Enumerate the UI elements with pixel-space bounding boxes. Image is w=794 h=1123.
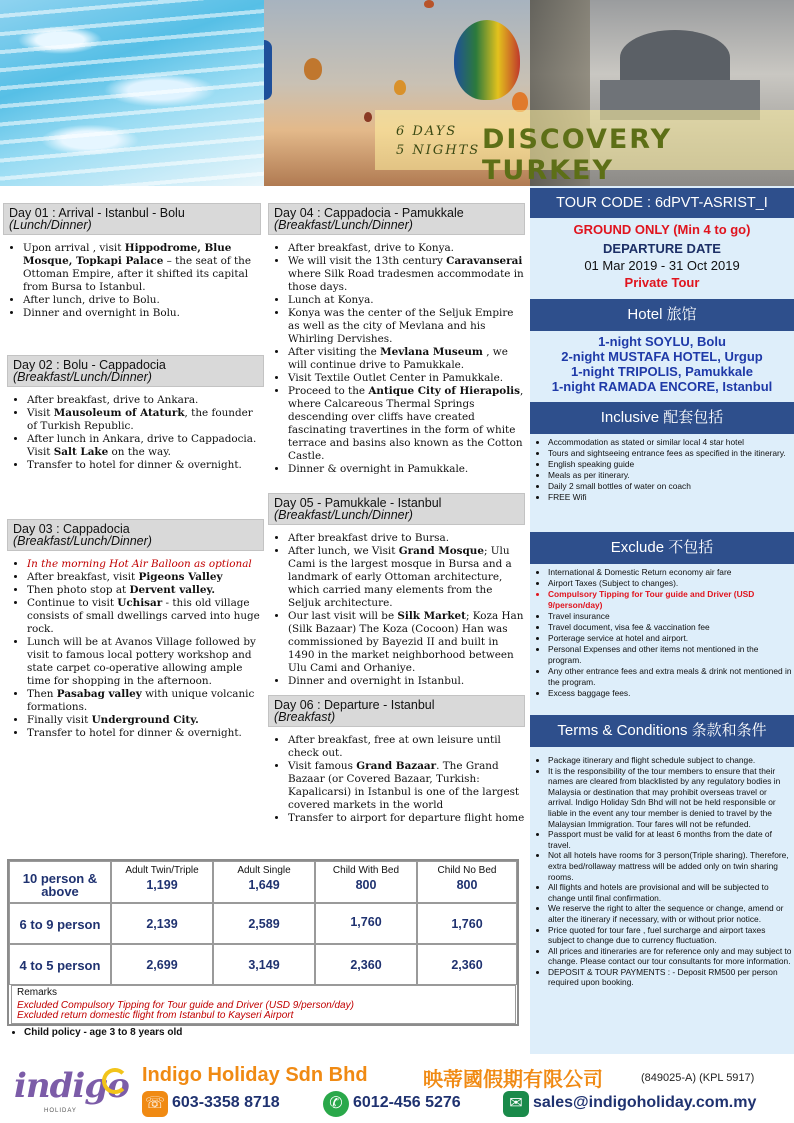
price-value: 2,699	[146, 958, 178, 972]
price-cell	[213, 903, 315, 944]
exclude-header: Exclude 不包括	[530, 532, 794, 564]
itinerary-item: • After visiting the Mevlana Museum , we will continue drive to Pamukkale.	[288, 346, 525, 372]
company-registration: (849025-A) (KPL 5917)	[641, 1072, 755, 1084]
day-5	[268, 493, 525, 688]
column-header: Adult Single	[237, 865, 291, 876]
list-item: • FREE Wifi	[548, 492, 794, 503]
indigo-logo: indigo	[14, 1066, 129, 1106]
logo-subtitle: HOLIDAY	[44, 1108, 77, 1114]
list-item: • All flights and hotels are provisional and will be subjected to change until final confirmation.	[548, 882, 794, 903]
list-item: • Daily 2 small bottles of water on coach	[548, 481, 794, 492]
day-header	[3, 203, 261, 235]
price-cell	[417, 944, 517, 985]
list-item: • Travel document, visa fee & vaccination fee	[548, 622, 794, 633]
list-item: • Airport Taxes (Subject to changes).	[548, 578, 794, 589]
phone-number[interactable]: 603-3358 8718	[172, 1094, 280, 1111]
day-2	[7, 355, 264, 472]
column-header: Child With Bed	[332, 865, 400, 876]
column-header: Adult Twin/Triple	[125, 865, 199, 876]
pamukkale-photo	[0, 0, 264, 186]
price-cell	[111, 861, 213, 903]
list-item: • Not all hotels have rooms for 3 person(Triple sharing). Therefore, extra bed/rollaway mattress will be added only on twin sharing rooms.	[548, 850, 794, 882]
list-item: • Accommodation as stated or similar local 4 star hotel	[548, 437, 794, 448]
list-item: • All prices and itineraries are for reference only and may subject to change. Please contact our tour consultants for more information.	[548, 946, 794, 967]
itinerary-item: • Transfer to airport for departure flight home	[288, 812, 525, 825]
day-meals: (Breakfast/Lunch/Dinner)	[274, 218, 413, 232]
itinerary-item: • After breakfast, visit Pigeons Valley	[27, 571, 264, 584]
company-name-chinese: 映蒂國假期有限公司	[423, 1069, 603, 1091]
tour-code: TOUR CODE : 6dPVT-ASRIST_I	[530, 188, 794, 218]
itinerary-item: • After lunch, drive to Bolu.	[23, 294, 261, 307]
list-item: • Passport must be valid for at least 6 months from the date of travel.	[548, 829, 794, 850]
itinerary-item: • Transfer to hotel for dinner & overnight.	[27, 727, 264, 740]
price-value: 2,360	[350, 958, 382, 972]
footer	[0, 1056, 794, 1123]
price-cell	[111, 944, 213, 985]
child-policy-text: • Child policy - age 3 to 8 years old	[24, 1027, 182, 1038]
departure-label: DEPARTURE DATE	[603, 241, 721, 256]
ground-only: GROUND ONLY (Min 4 to go)	[573, 222, 751, 237]
hotel-list	[530, 334, 794, 394]
itinerary-item: • Visit Mausoleum of Ataturk, the founder of Turkish Republic.	[27, 407, 264, 433]
itinerary-item: • Visit Textile Outlet Center in Pamukkale.	[288, 372, 525, 385]
list-item: • Meals as per itinerary.	[548, 470, 794, 481]
price-value: 1,199	[146, 878, 178, 892]
itinerary-item: • After breakfast, drive to Ankara.	[27, 394, 264, 407]
tour-title: DISCOVERY TURKEY	[482, 124, 673, 186]
itinerary-item: • Then Pasabag valley with unique volcanic formations.	[27, 688, 264, 714]
itinerary-item: • In the morning Hot Air Balloon as optional	[27, 558, 264, 571]
day-items	[268, 532, 525, 688]
email-icon: ✉	[503, 1091, 529, 1117]
list-item: • We reserve the right to alter the sequence or change, amend or alter the itinerary if necessary, with or without prior notice.	[548, 903, 794, 924]
remarks-title: Remarks	[17, 987, 58, 998]
itinerary-item: • After breakfast drive to Bursa.	[288, 532, 525, 545]
company-name: Indigo Holiday Sdn Bhd	[142, 1064, 368, 1086]
itinerary-item: • After lunch, we Visit Grand Mosque; Ulu Cami is the largest mosque in Bursa and a landmark of early Ottoman architecture, which carried many elements from the Seljuk architecture.	[288, 545, 525, 610]
itinerary-item: • Continue to visit Uchisar - this old village consists of small dwellings carved into huge rock.	[27, 597, 264, 636]
day-items	[268, 242, 525, 476]
price-cell	[213, 861, 315, 903]
day-title: Day 04 : Cappadocia - Pamukkale	[274, 206, 464, 220]
list-item: • DEPOSIT & TOUR PAYMENTS : - Deposit RM500 per person required upon booking.	[548, 967, 794, 988]
hotel-item: 1-night RAMADA ENCORE, Istanbul	[551, 379, 773, 394]
itinerary-item: • After breakfast, drive to Konya.	[288, 242, 525, 255]
phone-icon: ☏	[142, 1091, 168, 1117]
itinerary-item: • Konya was the center of the Seljuk Empire as well as the city of Mevlana and his Whirling Dervishes.	[288, 307, 525, 346]
day-header	[7, 355, 264, 387]
itinerary-item: • Dinner and overnight in Bolu.	[23, 307, 261, 320]
price-value: 1,760	[451, 917, 483, 931]
price-value: 1,649	[248, 878, 280, 892]
hotel-header: Hotel 旅馆	[530, 299, 794, 331]
row-label-1: 10 person & above	[9, 861, 111, 903]
day-header	[268, 695, 525, 727]
day-1	[3, 203, 261, 320]
private-tour: Private Tour	[624, 275, 700, 290]
day-meals: (Lunch/Dinner)	[9, 218, 92, 232]
email-address[interactable]: sales@indigoholiday.com.my	[533, 1094, 757, 1111]
list-item: • It is the responsibility of the tour members to ensure that their names are cleared from blacklisted by any regulatory bodies in Malaysia or destination that may prohibit overseas travel or arrival. Indigo Holiday Sdn Bhd will not be held responsible or liable in the event any tour member is denied to travel by the Malaysian Immigration. Tour fares will not be refunded.	[548, 766, 794, 830]
day-3	[7, 519, 264, 740]
list-item: • Travel insurance	[548, 611, 794, 622]
day-items	[7, 558, 264, 740]
hotel-item: 1-night SOYLU, Bolu	[598, 334, 726, 349]
hotel-item: 2-night MUSTAFA HOTEL, Urgup	[561, 349, 763, 364]
day-items	[3, 242, 261, 320]
duration	[396, 122, 480, 160]
price-value: 2,139	[146, 917, 178, 931]
departure-block	[530, 221, 794, 291]
day-4	[268, 203, 525, 476]
column-header: Child No Bed	[437, 865, 497, 876]
itinerary-item: • Proceed to the Antique City of Hierapolis, where Calcareous Thermal Springs descending over cliffs have created fascinating travertines in the form of white terrace and basins also known as the Cotton Castle.	[288, 385, 525, 463]
list-item: • Excess baggage fees.	[548, 688, 794, 699]
days-label: 6 DAYS	[396, 124, 458, 139]
nights-label: 5 NIGHTS	[396, 143, 481, 158]
itinerary-item: • Lunch at Konya.	[288, 294, 525, 307]
price-cell	[315, 944, 417, 985]
day-header	[268, 493, 525, 525]
terms-block	[530, 755, 794, 988]
day-meals: (Breakfast)	[274, 710, 336, 724]
banner	[0, 0, 794, 186]
price-value: 1,760	[350, 915, 382, 929]
itinerary-item: • After breakfast, free at own leisure until check out.	[288, 734, 525, 760]
info-sidebar	[530, 186, 794, 1054]
row-label-3: 4 to 5 person	[9, 944, 111, 985]
price-cell	[315, 903, 417, 944]
list-item: • Compulsory Tipping for Tour guide and Driver (USD 9/person/day)	[548, 589, 794, 611]
list-item: • International & Domestic Return economy air fare	[548, 567, 794, 578]
day-items	[7, 394, 264, 472]
list-item: • Package itinerary and flight schedule subject to change.	[548, 755, 794, 766]
inclusive-header: Inclusive 配套包括	[530, 402, 794, 434]
price-table	[7, 859, 519, 1026]
remarks-box	[11, 985, 516, 1024]
itinerary-item: • We will visit the 13th century Caravanserai where Silk Road tradesmen accommodate in those days.	[288, 255, 525, 294]
hotel-item: 1-night TRIPOLIS, Pamukkale	[570, 364, 754, 379]
price-cell	[315, 861, 417, 903]
price-cell	[417, 903, 517, 944]
price-value: 2,589	[248, 917, 280, 931]
itinerary-item: • Our last visit will be Silk Market; Koza Han (Silk Bazaar) The Koza (Cocoon) Han was commissioned by Bayezid II and built in 1490 in the market neighborhood between Ulu Cami and Orhaniye.	[288, 610, 525, 675]
day-header	[268, 203, 525, 235]
price-cell	[417, 861, 517, 903]
day-meals: (Breakfast/Lunch/Dinner)	[274, 508, 413, 522]
itinerary-item: • After lunch in Ankara, drive to Cappadocia. Visit Salt Lake on the way.	[27, 433, 264, 459]
itinerary-item: • Then photo stop at Dervent valley.	[27, 584, 264, 597]
list-item: • English speaking guide	[548, 459, 794, 470]
price-value: 3,149	[248, 958, 280, 972]
itinerary-item: • Dinner and overnight in Istanbul.	[288, 675, 525, 688]
day-title: Day 02 : Bolu - Cappadocia	[13, 358, 166, 372]
terms-header: Terms & Conditions 条款和条件	[530, 715, 794, 747]
list-item: • Any other entrance fees and extra meals & drink not mentioned in the program.	[548, 666, 794, 688]
day-title: Day 06 : Departure - Istanbul	[274, 698, 435, 712]
inclusive-list	[530, 437, 794, 503]
list-item: • Price quoted for tour fare , fuel surcharge and airport taxes subject to change due to currency fluctuation.	[548, 925, 794, 946]
day-header	[7, 519, 264, 551]
price-value: 2,360	[451, 958, 483, 972]
day-title: Day 03 : Cappadocia	[13, 522, 130, 536]
whatsapp-number[interactable]: 6012-456 5276	[353, 1094, 461, 1111]
inclusive-block	[530, 437, 794, 503]
day-items	[268, 734, 525, 825]
list-item: • Porterage service at hotel and airport.	[548, 633, 794, 644]
child-policy	[7, 1027, 182, 1038]
exclude-list	[530, 567, 794, 699]
remark-line: Excluded Compulsory Tipping for Tour guide and Driver (USD 9/person/day)	[17, 1000, 354, 1011]
whatsapp-icon: ✆	[323, 1091, 349, 1117]
itinerary-item: • Dinner & overnight in Pamukkale.	[288, 463, 525, 476]
terms-list	[530, 755, 794, 988]
day-6	[268, 695, 525, 825]
row-label-2: 6 to 9 person	[9, 903, 111, 944]
itinerary-item: • Transfer to hotel for dinner & overnight.	[27, 459, 264, 472]
price-cell	[111, 903, 213, 944]
itinerary-item: • Upon arrival , visit Hippodrome, Blue Mosque, Topkapi Palace – the seat of the Ottoman Empire, after it shifted its capital from Bursa to Istanbul.	[23, 242, 261, 294]
list-item: • Tours and sightseeing entrance fees as specified in the itinerary.	[548, 448, 794, 459]
day-meals: (Breakfast/Lunch/Dinner)	[13, 534, 152, 548]
exclude-block	[530, 567, 794, 699]
remark-line: Excluded return domestic flight from Istanbul to Kayseri Airport	[17, 1010, 294, 1021]
price-value: 800	[456, 878, 478, 892]
itinerary-item: • Lunch will be at Avanos Village followed by visit to famous local pottery workshop and state carpet co-operative allowing ample time for shopping in the afternoon.	[27, 636, 264, 688]
day-meals: (Breakfast/Lunch/Dinner)	[13, 370, 152, 384]
day-title: Day 05 - Pamukkale - Istanbul	[274, 496, 442, 510]
logo-swirl-icon	[102, 1068, 128, 1094]
list-item: • Personal Expenses and other items not mentioned in the program.	[548, 644, 794, 666]
itinerary-item: • Finally visit Underground City.	[27, 714, 264, 727]
itinerary-item: • Visit famous Grand Bazaar. The Grand Bazaar (or Covered Bazaar, Turkish: Kapalicarsi) in Istanbul is one of the largest covered markets in the world	[288, 760, 525, 812]
departure-dates: 01 Mar 2019 - 31 Oct 2019	[584, 258, 740, 273]
price-value: 800	[355, 878, 377, 892]
day-title: Day 01 : Arrival - Istanbul - Bolu	[9, 206, 185, 220]
price-cell	[213, 944, 315, 985]
